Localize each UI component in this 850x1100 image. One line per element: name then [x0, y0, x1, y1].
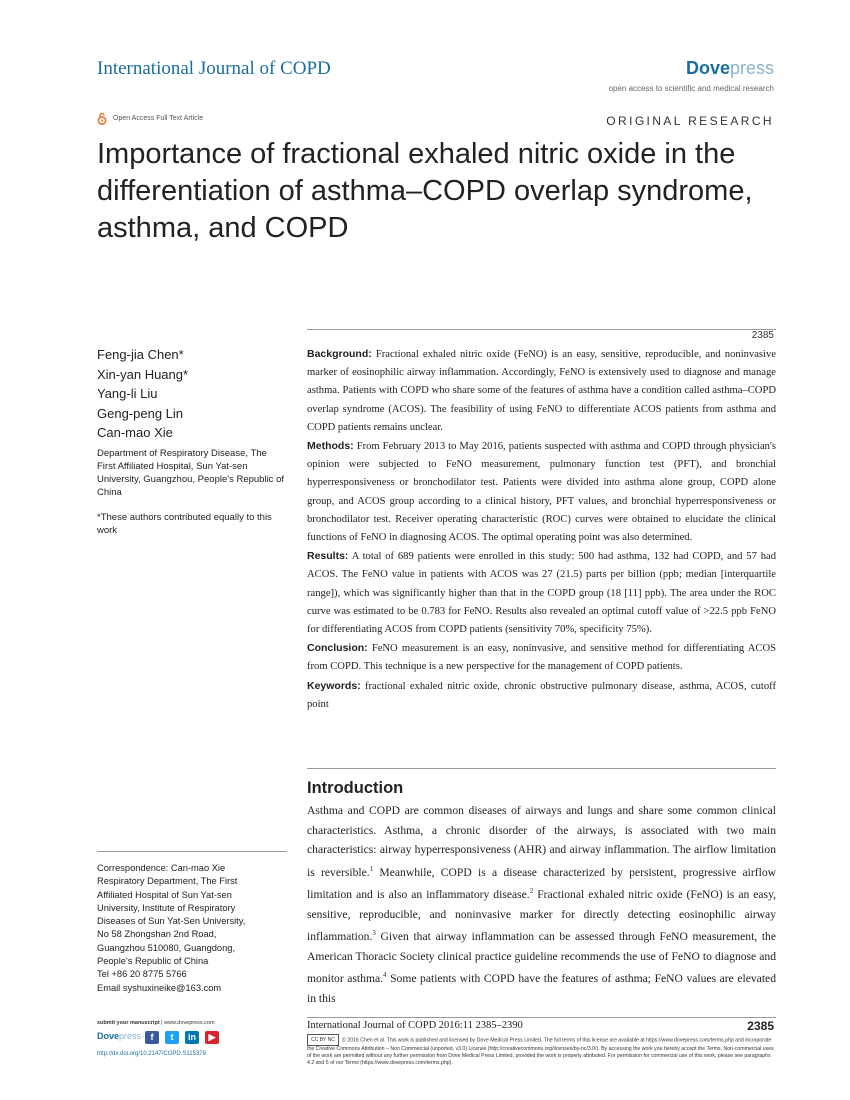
- cc-license-badge[interactable]: CC BY NC: [307, 1034, 339, 1046]
- divider: [307, 768, 776, 769]
- doi-link[interactable]: http://dx.doi.org/10.2147/COPD.S115378: [97, 1051, 206, 1057]
- open-access-label: [97, 112, 203, 125]
- equal-contribution-note: *These authors contributed equally to this work: [97, 512, 272, 536]
- correspondence-line: Respiratory Department, The First: [97, 876, 238, 887]
- abstract-label: Keywords:: [307, 679, 361, 692]
- correspondence-line: No 58 Zhongshan 2nd Road,: [97, 929, 217, 940]
- correspondence-line: University, Institute of Respiratory: [97, 902, 236, 913]
- citation-ref[interactable]: 2: [529, 887, 534, 896]
- body-text: Given that airway inflammation can be assessed through FeNO measurement, the American Thoracic Society clinical practice guideline recommends the use of FeNO to diagnose and monitor asthma.: [307, 930, 776, 986]
- correspondence-line: Guangzhou 510080, Guangdong,: [97, 942, 236, 953]
- correspondence-line: Diseases of Sun Yat-Sen University,: [97, 916, 246, 927]
- publisher-logo-light: press: [729, 58, 774, 78]
- footer-logo-light: press: [119, 1031, 142, 1041]
- abstract: [307, 345, 776, 714]
- divider: [97, 851, 287, 852]
- abstract-text: fractional exhaled nitric oxide, chronic obstructive pulmonary disease, asthma, ACOS, cutoff point: [307, 680, 776, 710]
- correspondence: [97, 862, 287, 995]
- twitter-icon[interactable]: t: [165, 1031, 179, 1044]
- body-text: Asthma and COPD are common diseases of airways and lungs and share some common clinical characteristics. Asthma, a chronic disorder of the airways, is associated with two main characteristics: airway hyperresponsiveness (AHR) and airway inflammation. The airflow limitation is reversible.: [307, 804, 776, 879]
- submit-manuscript-link[interactable]: [97, 1020, 215, 1026]
- page-number-top: 2385: [751, 330, 774, 341]
- submit-url: | www.dovepress.com: [159, 1020, 215, 1026]
- license-body: © 2016 Chen et al. This work is published and licensed by Dove Medical Press Limited. The full terms of this license are available at https://www.dovepress.com/terms.php and incorporate the Creative Commons Attribution – Non Commercial (unported, v3.0) License (http://creativecommons.org/licenses/by-nc/3.0/). By accessing the work you hereby accept the Terms. Non-commercial uses of the work are permitted without any further permission from Dove Medical Press Limited, provided the work is properly attributed. For permission for commercial use of this work, please see paragraphs 4.2 and 5 of our Terms (https://www.dovepress.com/terms.php).: [307, 1037, 774, 1067]
- license-text: [307, 1034, 776, 1068]
- publisher-tagline: open access to scientific and medical research: [608, 84, 774, 93]
- author-name: Can-mao Xie: [97, 425, 173, 440]
- facebook-icon[interactable]: f: [145, 1031, 159, 1044]
- page-number: 2385: [747, 1019, 774, 1033]
- abstract-methods: [307, 437, 776, 547]
- abstract-conclusion: [307, 639, 776, 676]
- body-text: Fractional exhaled nitric oxide (FeNO) is an easy, sensitive, reproducible, and noninvasive marker for directly detecting eosinophilic airway inflammation.: [307, 888, 777, 944]
- abstract-results: [307, 547, 776, 639]
- linkedin-icon[interactable]: in: [185, 1031, 199, 1044]
- citation-ref[interactable]: 3: [372, 929, 376, 938]
- abstract-text: Fractional exhaled nitric oxide (FeNO) is an easy, sensitive, reproducible, and noninvasive marker of eosinophilic airway inflammation. Accordingly, FeNO is extensively used to diagnose and manage asthma. Patients with COPD who share some of the features of asthma have a condition called asthma–COPD overlap syndrome (ACOS). The feasibility of using FeNO to differentiate ACOS patients from asthma and COPD patients remains unclear.: [307, 349, 776, 433]
- journal-name[interactable]: International Journal of COPD: [97, 58, 331, 79]
- abstract-text: A total of 689 patients were enrolled in this study: 500 had asthma, 132 had COPD, and 57 had ACOS. The FeNO value in patients with ACOS was 27 (21.5) parts per billion (ppb; median [interquartile range]), which was significantly higher than that in the COPD group (18 [11] ppb). The area under the ROC curve was estimated to be 0.783 for FeNO. Results also revealed an optimal cutoff value of >22.5 ppb FeNO for differentiating ACOS from COPD patients (sensitivity 70%, specificity 75%).: [307, 551, 776, 636]
- abstract-label: Methods:: [307, 440, 354, 453]
- publisher-logo[interactable]: [686, 58, 774, 79]
- footer-logo-bold: Dove: [97, 1031, 120, 1041]
- correspondence-line: People's Republic of China: [97, 956, 209, 967]
- submit-label: submit your manuscript: [97, 1020, 160, 1026]
- abstract-label: Conclusion:: [307, 642, 368, 655]
- abstract-background: [307, 345, 776, 437]
- correspondence-tel: Tel +86 20 8775 5766: [97, 969, 187, 980]
- divider: [307, 329, 776, 330]
- article-type: ORIGINAL RESEARCH: [606, 114, 774, 128]
- publisher-logo-bold: Dove: [685, 58, 730, 78]
- youtube-icon[interactable]: ▶: [205, 1031, 219, 1044]
- author-list: [97, 345, 188, 443]
- abstract-text: From February 2013 to May 2016, patients suspected with asthma and COPD through physician's opinion were subjected to FeNO measurement, pulmonary function test (PFT), and bronchial hyperresponsiveness or bronchodilator test. Patients were divided into asthma alone group, COPD alone group, and ACOS group according to a clinical history, PFT values, and bronchial hyperresponsiveness or bronchodilator test. Receiver operating characteristic (ROC) curves were obtained to elucidate the clinical functions of FeNO in diagnosing ACOS. The optimal operating point was also determined.: [307, 441, 776, 544]
- section-heading: Introduction: [307, 779, 404, 797]
- citation-ref[interactable]: 1: [369, 864, 374, 873]
- open-access-icon: [97, 112, 107, 125]
- author-name: Feng-jia Chen*: [97, 347, 184, 362]
- abstract-label: Results:: [307, 550, 349, 563]
- abstract-text: FeNO measurement is an easy, noninvasive, and sensitive method for differentiating ACOS from COPD. This technique is a new perspective for the management of COPD patients.: [307, 643, 776, 673]
- divider: [307, 1017, 776, 1018]
- citation-ref[interactable]: 4: [383, 971, 387, 980]
- abstract-keywords: [307, 677, 776, 714]
- author-name: Xin-yan Huang*: [97, 366, 189, 382]
- footer-publisher-logo[interactable]: [97, 1031, 141, 1041]
- footer-citation: International Journal of COPD 2016:11 2385–2390: [307, 1020, 523, 1031]
- introduction-body: [307, 801, 776, 1008]
- correspondence-line: Affiliated Hospital of Sun Yat-sen: [97, 889, 232, 900]
- affiliation: Department of Respiratory Disease, The First Affiliated Hospital, Sun Yat-sen University, Guangzhou, People's Republic of China: [97, 448, 284, 498]
- author-name: Geng-peng Lin: [97, 405, 184, 421]
- correspondence-lead: Correspondence: Can-mao Xie: [97, 863, 226, 873]
- author-name: Yang-li Liu: [97, 386, 158, 401]
- article-title: Importance of fractional exhaled nitric oxide in the differentiation of asthma–COPD overlap syndrome, asthma, and COPD: [97, 138, 753, 244]
- social-links: [145, 1031, 219, 1044]
- open-access-text: Open Access Full Text Article: [113, 115, 204, 122]
- correspondence-email[interactable]: Email syshuxineike@163.com: [97, 982, 222, 993]
- body-text: Some patients with COPD have the features of asthma; FeNO values are elevated in this: [307, 972, 776, 1005]
- body-text: Meanwhile, COPD is a disease characterized by persistent, progressive airflow limitation and is also an inflammatory disease.: [307, 865, 776, 902]
- abstract-label: Background:: [307, 348, 372, 360]
